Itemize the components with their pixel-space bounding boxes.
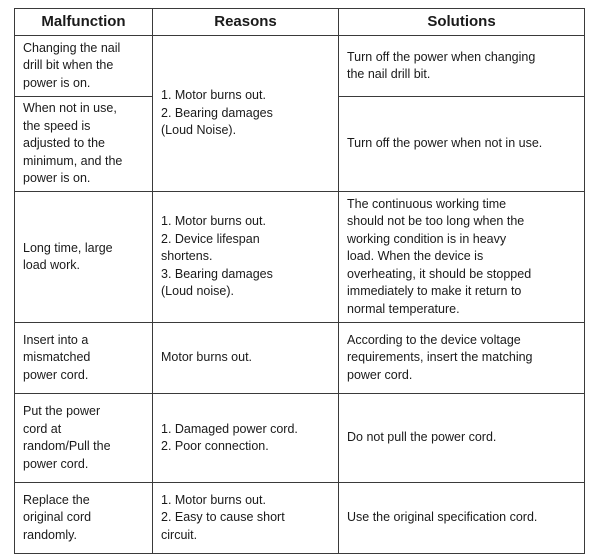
- reasons-text: Motor burns out.: [161, 350, 253, 365]
- reasons-cell: [153, 483, 339, 554]
- malfunction-text: Replace the original cord randomly.: [23, 492, 92, 542]
- malfunction-text: Long time, large load work.: [23, 240, 113, 272]
- solutions-cell: [339, 192, 585, 323]
- solutions-cell: [339, 97, 585, 192]
- solutions-cell: [339, 394, 585, 483]
- malfunction-cell: [15, 36, 153, 97]
- reasons-text: 1. Motor burns out. 2. Easy to cause short circuit.: [161, 492, 285, 542]
- malfunction-text: Changing the nail drill bit when the power is on.: [23, 40, 121, 90]
- malfunction-cell: [15, 97, 153, 192]
- malfunction-cell: [15, 394, 153, 483]
- solutions-cell: [339, 323, 585, 394]
- solutions-text: According to the device voltage requirements, insert the matching power cord.: [347, 332, 533, 382]
- solutions-text: Do not pull the power cord.: [347, 430, 497, 445]
- header-solutions: Solutions: [339, 9, 585, 36]
- table-row: [15, 192, 585, 323]
- solutions-text: Turn off the power when changing the nail drill bit.: [347, 49, 536, 81]
- reasons-cell: [153, 394, 339, 483]
- solutions-cell: [339, 36, 585, 97]
- solutions-text: Use the original specification cord.: [347, 510, 538, 525]
- reasons-text: 1. Motor burns out. 2. Bearing damages (Loud Noise).: [161, 88, 273, 138]
- reasons-cell: [153, 192, 339, 323]
- table-row: [15, 394, 585, 483]
- table-header-row: [15, 9, 585, 36]
- solutions-text: The continuous working time should not be too long when the working condition is in heavy load. When the device is overheating, it should be stopped immediately to make it return to normal temperature.: [347, 196, 532, 316]
- troubleshooting-table: [14, 8, 585, 554]
- table-row: [15, 323, 585, 394]
- malfunction-text: Put the power cord at random/Pull the power cord.: [23, 404, 111, 471]
- table-row: [15, 36, 585, 97]
- reasons-text: 1. Motor burns out. 2. Device lifespan shortens. 3. Bearing damages (Loud noise).: [161, 214, 273, 299]
- reasons-cell: [153, 323, 339, 394]
- malfunction-cell: [15, 192, 153, 323]
- table-row: [15, 483, 585, 554]
- header-malfunction: Malfunction: [15, 9, 153, 36]
- malfunction-cell: [15, 323, 153, 394]
- malfunction-text: When not in use, the speed is adjusted to the minimum, and the power is on.: [23, 101, 123, 186]
- malfunction-cell: [15, 483, 153, 554]
- header-reasons: Reasons: [153, 9, 339, 36]
- malfunction-text: Insert into a mismatched power cord.: [23, 332, 91, 382]
- solutions-text: Turn off the power when not in use.: [347, 136, 543, 151]
- solutions-cell: [339, 483, 585, 554]
- reasons-text: 1. Damaged power cord. 2. Poor connection.: [161, 421, 298, 453]
- reasons-cell: [153, 36, 339, 192]
